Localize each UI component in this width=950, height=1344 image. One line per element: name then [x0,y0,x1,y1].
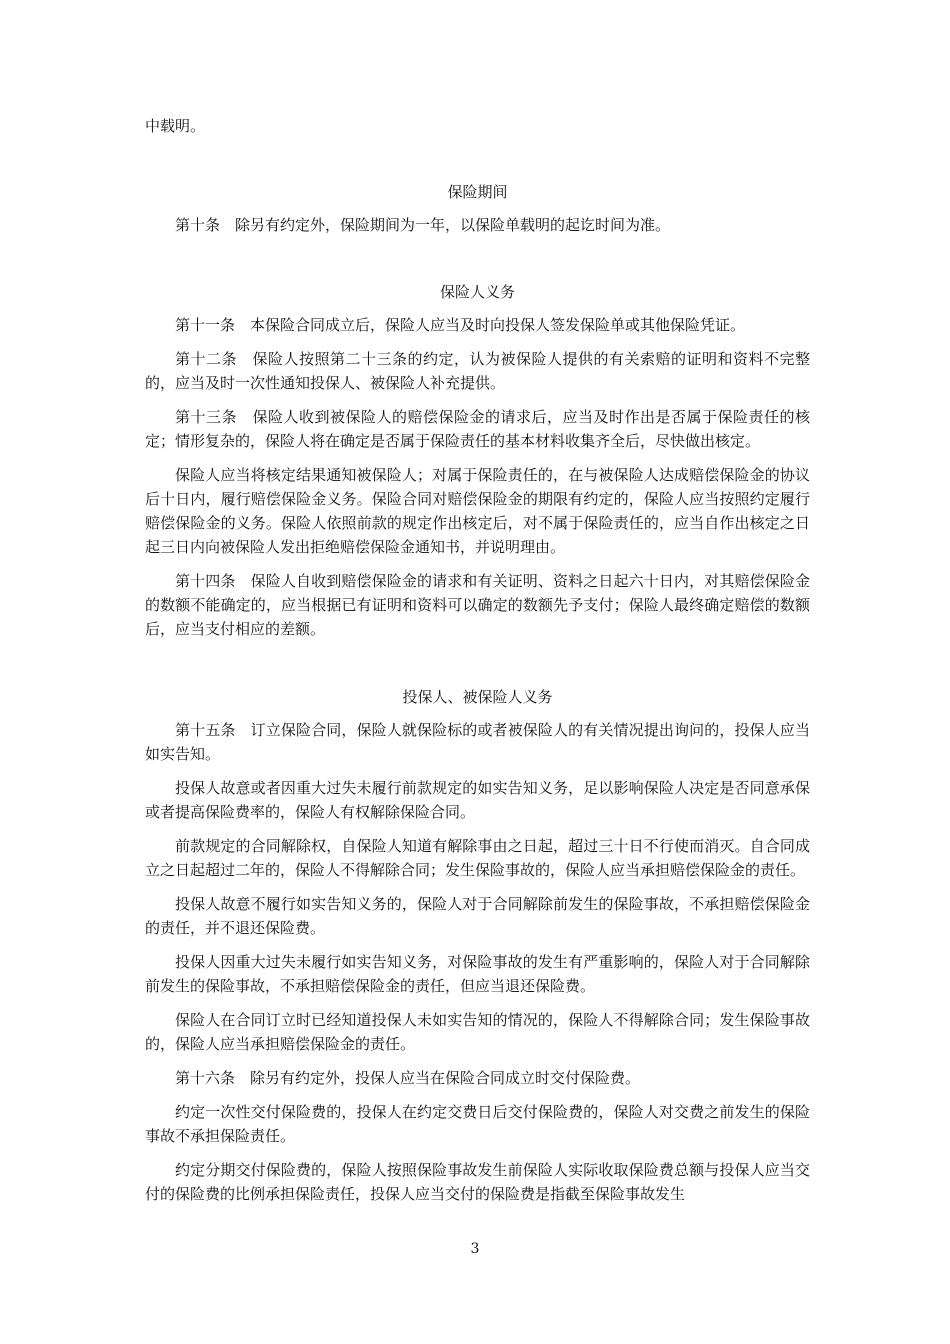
article-13-paragraph-2: 保险人应当将核定结果通知被保险人；对属于保险责任的，在与被保险人达成赔偿保险金的协议后十日内，履行赔偿保险金义务。保险合同对赔偿保险金的期限有约定的，保险人应当按照约定履行赔偿保险金的义务。保险人依照前款的规定作出核定后，对不属于保险责任的，应当自作出核定之日起三日内向被保险人发出拒绝赔偿保险金通知书，并说明理由。 [145,466,810,556]
article-15-paragraph-4: 投保人故意不履行如实告知义务的，保险人对于合同解除前发生的保险事故，不承担赔偿保险金的责任，并不退还保险费。 [145,895,810,937]
article-11: 第十一条 本保险合同成立后，保险人应当及时向投保人签发保险单或其他保险凭证。 [175,316,746,334]
article-12: 第十二条 保险人按照第二十三条的约定，认为被保险人提供的有关索赔的证明和资料不完整的，应当及时一次性通知投保人、被保险人补充提供。 [145,350,810,392]
document-body [145,114,810,1206]
article-15-paragraph-5: 投保人因重大过失未履行如实告知义务，对保险事故的发生有严重影响的，保险人对于合同解除前发生的保险事故，不承担赔偿保险金的责任，但应当退还保险费。 [145,953,810,995]
continuation-text: 中载明。 [145,117,206,135]
article-15-paragraph-6: 保险人在合同订立时已经知道投保人未如实告知的情况的，保险人不得解除合同；发生保险事故的，保险人应当承担赔偿保险金的责任。 [145,1011,810,1053]
article-16: 第十六条 除另有约定外，投保人应当在保险合同成立时交付保险费。 [175,1069,641,1087]
article-14: 第十四条 保险人自收到赔偿保险金的请求和有关证明、资料之日起六十日内，对其赔偿保险金的数额不能确定的，应当根据已有证明和资料可以确定的数额先予支付；保险人最终确定赔偿的数额后，应当支付相应的差额。 [145,572,810,638]
article-15-paragraph-2: 投保人故意或者因重大过失未履行前款规定的如实告知义务，足以影响保险人决定是否同意承保或者提高保险费率的，保险人有权解除保险合同。 [145,779,810,821]
section-heading-insurer-obligations: 保险人义务 [439,283,515,301]
section-heading-policyholder-obligations: 投保人、被保险人义务 [402,688,553,706]
article-16-paragraph-3: 约定分期交付保险费的，保险人按照保险事故发生前保险人实际收取保险费总额与投保人应当交付的保险费的比例承担保险责任，投保人应当交付的保险费是指截至保险事故发生 [145,1161,810,1203]
article-15-paragraph-3: 前款规定的合同解除权，自保险人知道有解除事由之日起，超过三十日不行使而消灭。自合同成立之日起超过二年的，保险人不得解除合同；发生保险事故的，保险人应当承担赔偿保险金的责任。 [145,837,810,879]
article-10: 第十条 除另有约定外，保险期间为一年，以保险单载明的起讫时间为准。 [175,216,671,234]
article-16-paragraph-2: 约定一次性交付保险费的，投保人在约定交费日后交付保险费的，保险人对交费之前发生的保险事故不承担保险责任。 [145,1103,810,1145]
article-13: 第十三条 保险人收到被保险人的赔偿保险金的请求后，应当及时作出是否属于保险责任的核定；情形复杂的，保险人将在确定是否属于保险责任的基本材料收集齐全后，尽快做出核定。 [145,408,810,450]
section-heading-insurance-period: 保险期间 [447,183,508,201]
article-15: 第十五条 订立保险合同，保险人就保险标的或者被保险人的有关情况提出询问的，投保人应当如实告知。 [145,721,810,763]
page-number: 3 [470,1241,480,1257]
